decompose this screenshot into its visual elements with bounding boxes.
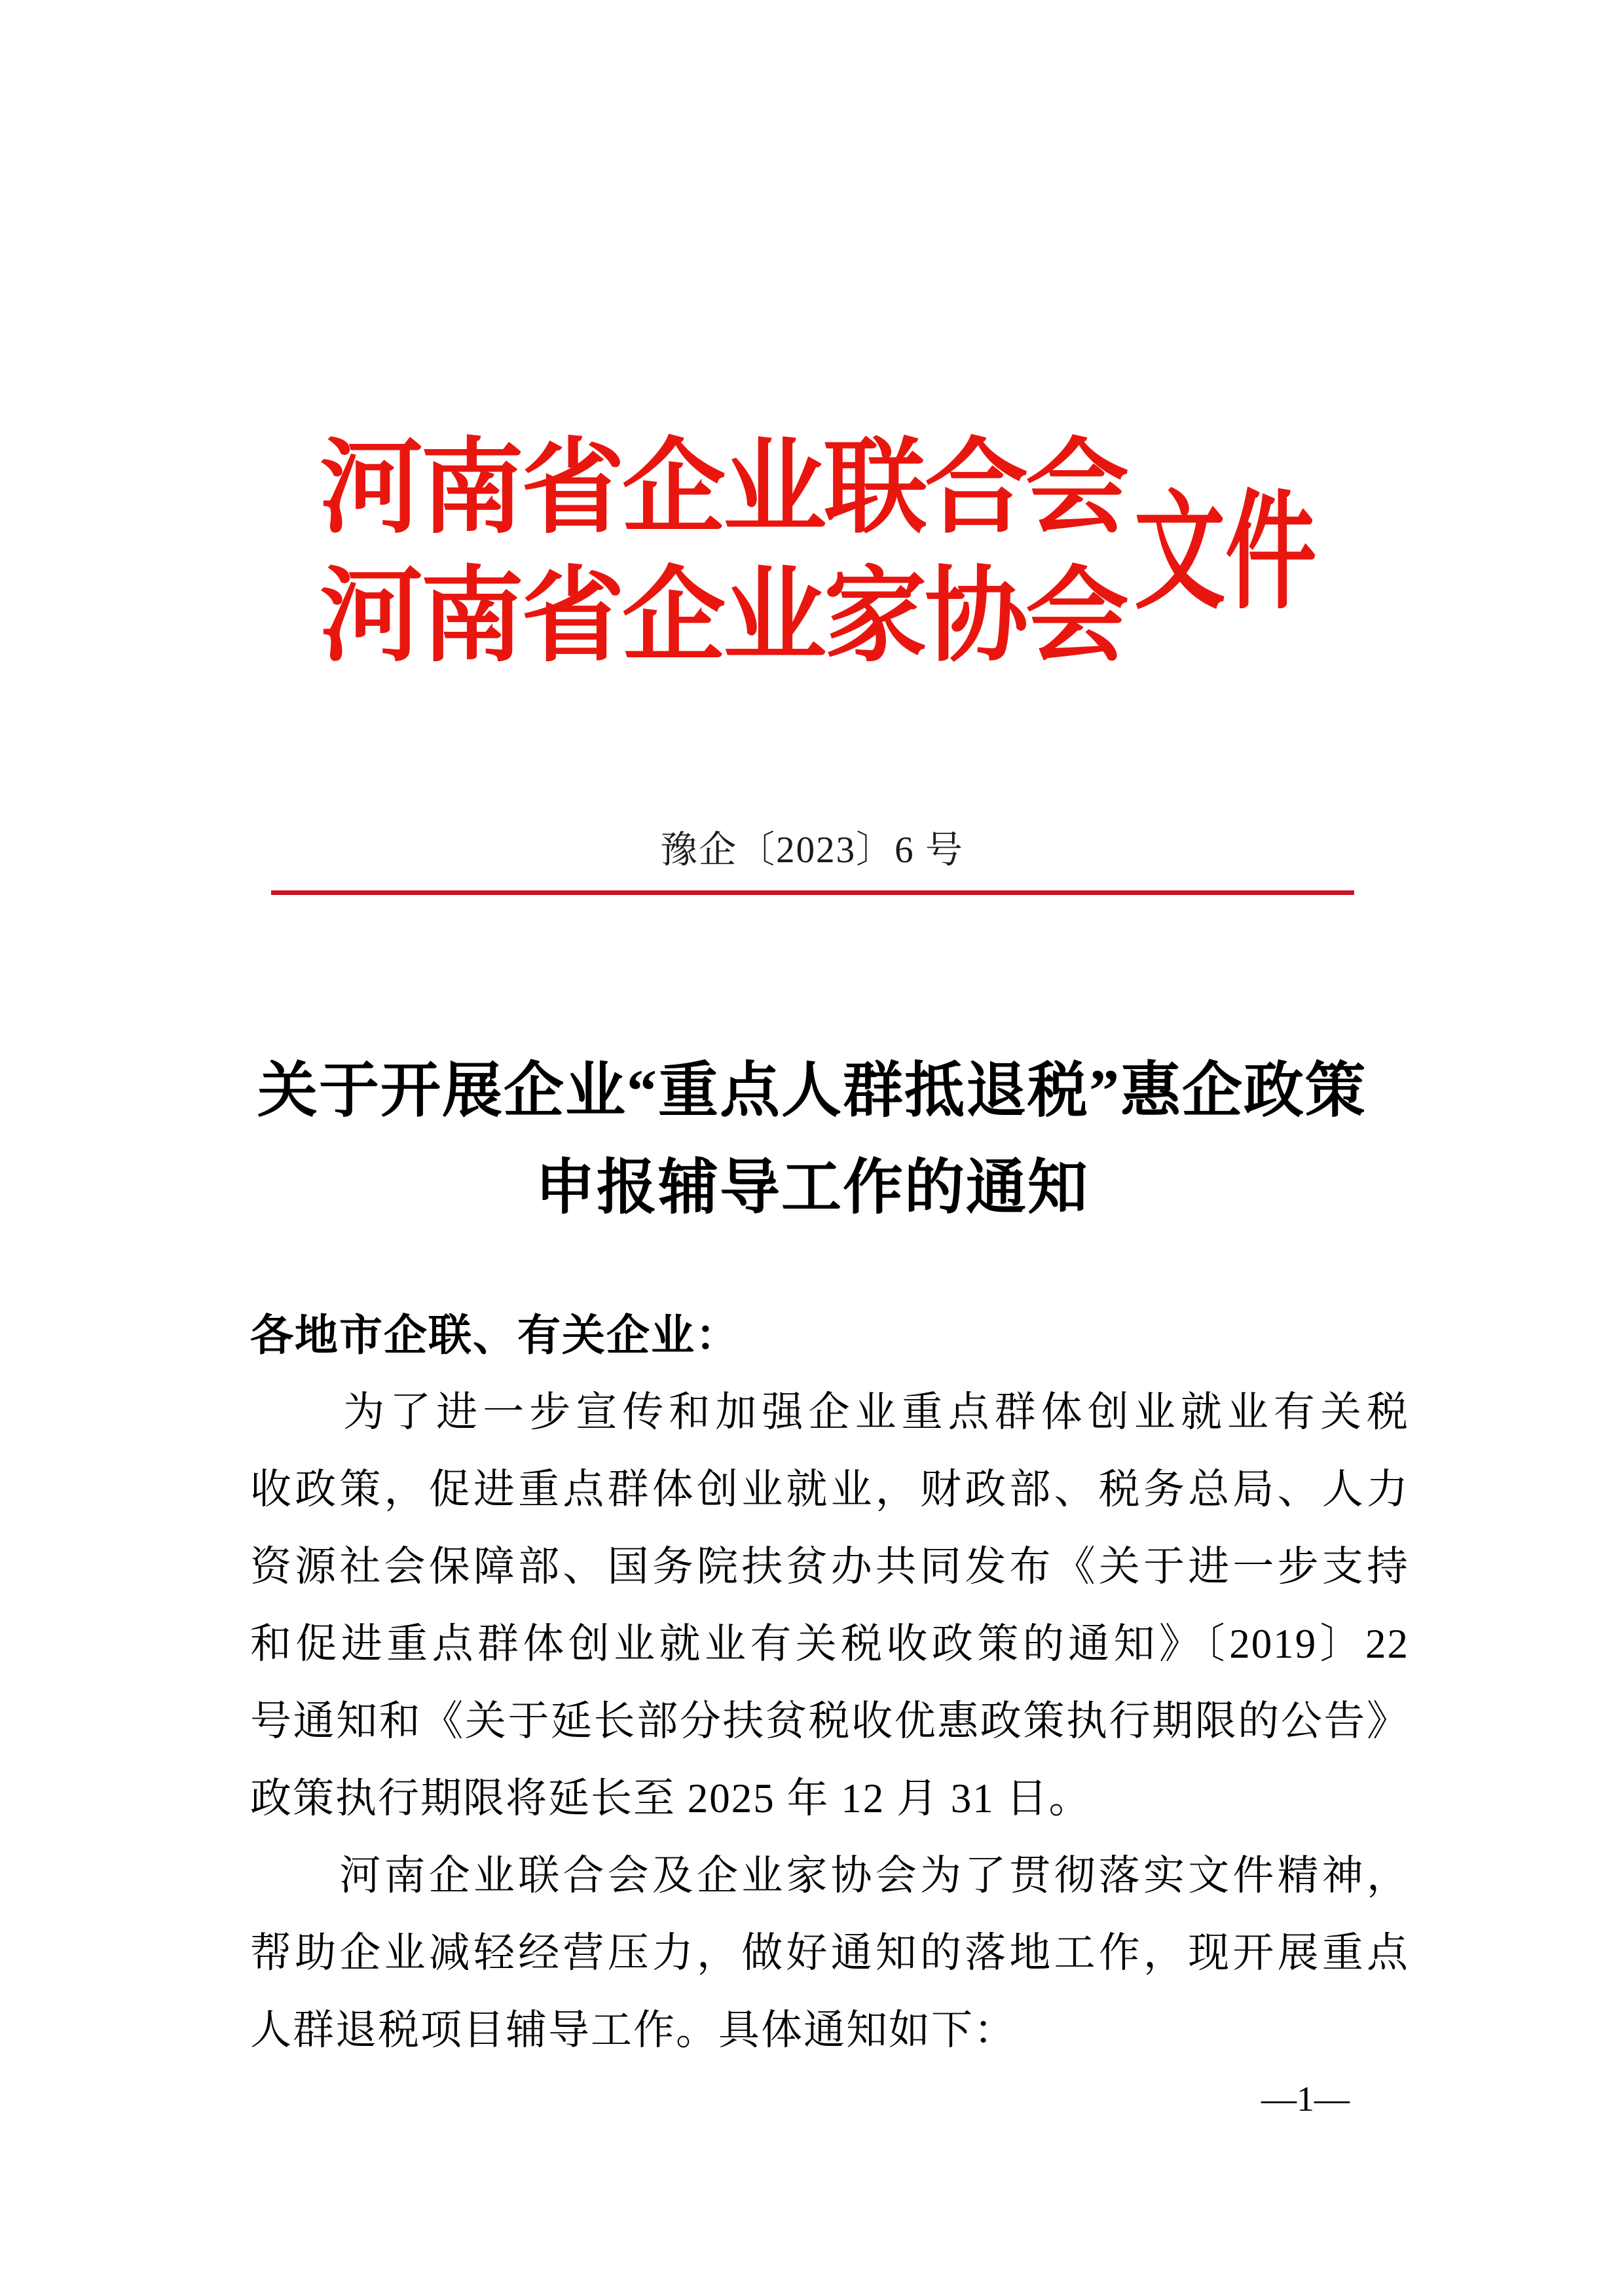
body-line: 为了进一步宣传和加强企业重点群体创业就业有关税 bbox=[250, 1389, 1409, 1435]
body-line: 人群退税项目辅导工作。具体通知如下： bbox=[250, 2007, 1016, 2053]
page-number: —1— bbox=[1261, 2079, 1350, 2119]
body-text bbox=[250, 1296, 1409, 2069]
letterhead-org-line-1: 河南省企业联合会 bbox=[320, 431, 1126, 546]
body-line: 号通知和《关于延长部分扶贫税收优惠政策执行期限的公告》 bbox=[250, 1698, 1409, 1744]
letterhead-rule bbox=[271, 890, 1354, 895]
letterhead-doc-type-label: 文件 bbox=[1134, 483, 1317, 625]
body-line: 政策执行期限将延长至 2025 年 12 月 31 日。 bbox=[250, 1776, 1092, 1821]
letterhead-org-line-2: 河南省企业家协会 bbox=[320, 560, 1126, 674]
body-line: 和促进重点群体创业就业有关税收政策的通知》〔2019〕22 bbox=[250, 1621, 1409, 1667]
body-line: 帮助企业减轻经营压力，做好通知的落地工作，现开展重点 bbox=[250, 1930, 1409, 1976]
body-line: 河南企业联合会及企业家协会为了贯彻落实文件精神， bbox=[250, 1853, 1409, 1899]
body-line: 收政策，促进重点群体创业就业，财政部、税务总局、人力 bbox=[250, 1467, 1409, 1512]
salutation: 各地市企联、有关企业： bbox=[250, 1311, 740, 1359]
doc-number: 豫企〔2023〕6 号 bbox=[660, 829, 964, 871]
title-line-2: 申报辅导工作的通知 bbox=[534, 1154, 1089, 1221]
document-title bbox=[157, 1042, 1467, 1236]
title-line-1: 关于开展企业“重点人群抵退税”惠企政策 bbox=[257, 1057, 1367, 1124]
body-line: 资源社会保障部、国务院扶贫办共同发布《关于进一步支持 bbox=[250, 1544, 1409, 1590]
